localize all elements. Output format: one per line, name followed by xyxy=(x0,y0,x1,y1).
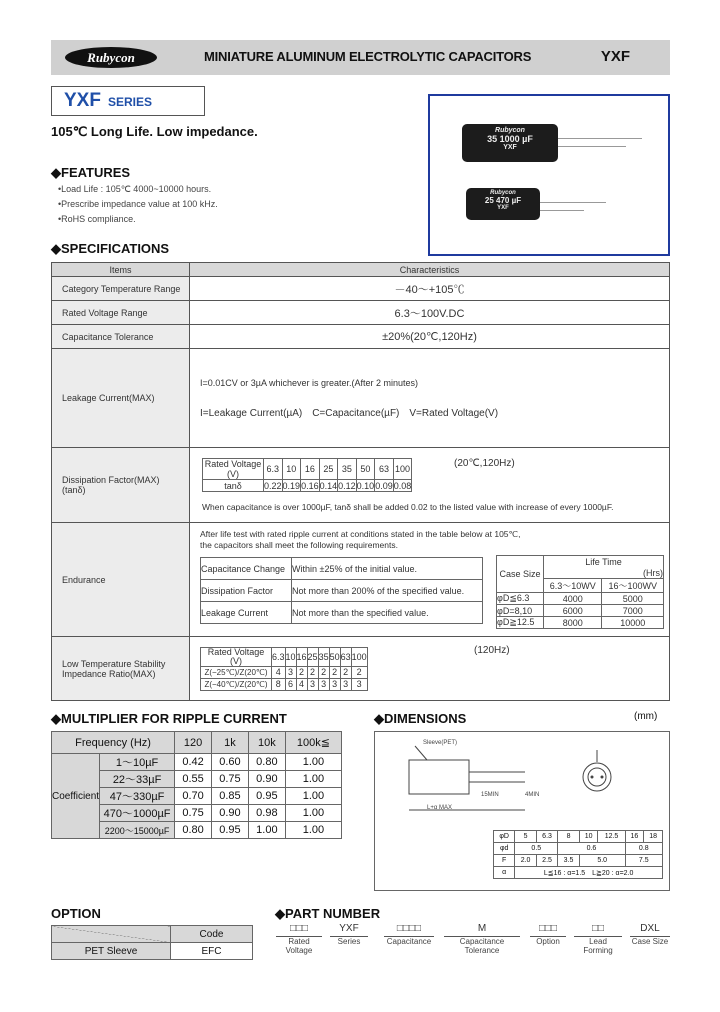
life-hours: 6000 xyxy=(544,605,602,617)
tand-cell: 0.14 xyxy=(319,480,338,491)
dim-cell: 8 xyxy=(558,831,579,843)
dim-cell: 6.3 xyxy=(536,831,557,843)
low-temp-cell xyxy=(190,637,670,701)
leakage-cell xyxy=(190,349,670,448)
ratio-cell: 2 xyxy=(318,666,329,678)
req-value: Not more than the specified value. xyxy=(292,602,483,624)
option-code: EFC xyxy=(171,943,253,960)
req-value: Within ±25% of the initial value. xyxy=(292,558,483,580)
header-series-code: YXF xyxy=(600,48,630,65)
option-code-head: Code xyxy=(171,926,253,943)
features-title: ◆FEATURES xyxy=(51,165,131,180)
part-number-title: ◆PART NUMBER xyxy=(275,906,381,921)
capacitance-range: 1～10µF xyxy=(100,754,175,771)
header-bar xyxy=(51,40,670,75)
capacitor-brand: Rubycon xyxy=(495,127,525,134)
frequency-cell: 100k≦ xyxy=(285,732,341,754)
row-label-line: Impedance Ratio(MAX) xyxy=(62,668,156,679)
dim-cell: L≦16 : α=1.5 L≧20 : α=2.0 xyxy=(515,867,663,879)
dim-cell: α xyxy=(494,867,515,879)
pn-label: Series xyxy=(330,936,368,946)
voltage-cell: 16 xyxy=(296,647,307,666)
case-size-head: Case Size xyxy=(497,556,544,593)
impedance-ratio-label: Z(−25℃)/Z(20℃) xyxy=(201,666,272,678)
req-item: Dissipation Factor xyxy=(201,580,292,602)
dim-cell: 7.5 xyxy=(625,855,662,867)
frequency-cell: 1k xyxy=(212,732,249,754)
row-value: －40～+105℃ xyxy=(190,277,670,301)
frequency-cell: 10k xyxy=(248,732,285,754)
pn-field: □□□ xyxy=(289,923,309,934)
dim-cell: 0.6 xyxy=(558,843,625,855)
option-title: OPTION xyxy=(51,906,101,921)
leakage-legend: I=Leakage Current(µA) C=Capacitance(µF) V=Rated Voltage(V) xyxy=(200,407,499,419)
coef-cell: 0.75 xyxy=(212,771,249,788)
life-hours: 5000 xyxy=(602,593,664,605)
series-name: YXF xyxy=(64,90,101,111)
capacitor-marking: 35 1000 µF xyxy=(487,134,533,144)
option-diagonal-cell xyxy=(52,926,171,943)
dissipation-head: tanδ xyxy=(203,480,264,492)
low-temp-head-line: (V) xyxy=(230,655,242,666)
capacitor-large-image xyxy=(462,124,558,162)
voltage-cell: 63 xyxy=(340,647,351,666)
pn-field: □□ xyxy=(591,923,605,934)
row-label: Capacitance Tolerance xyxy=(52,325,190,349)
tagline: 105℃ Long Life. Low impedance. xyxy=(51,124,258,139)
coef-cell: 0.85 xyxy=(212,788,249,805)
life-hours: 8000 xyxy=(544,617,602,629)
ratio-cell: 2 xyxy=(307,666,318,678)
coef-cell: 1.00 xyxy=(285,822,341,839)
ratio-cell: 6 xyxy=(285,678,296,690)
endurance-intro: the capacitors shall meet the following requirements. xyxy=(200,540,398,550)
endurance-intro: After life test with rated ripple current at conditions stated in the table below at 105℃, xyxy=(200,529,521,539)
voltage-cell: 6.3 xyxy=(272,647,286,666)
dissipation-cell xyxy=(190,448,670,523)
voltage-cell: 25 xyxy=(307,647,318,666)
voltage-cell: 6.3 xyxy=(264,459,283,480)
capacitor-brand: Rubycon xyxy=(490,190,516,196)
ratio-cell: 2 xyxy=(329,666,340,678)
pn-field: DXL xyxy=(640,923,660,934)
pn-label: Capacitance Tolerance xyxy=(444,936,520,955)
ratio-cell: 3 xyxy=(351,678,367,690)
endurance-requirements xyxy=(200,557,483,624)
pn-field: YXF xyxy=(339,923,359,934)
leakage-formula: I=0.01CV or 3µA whichever is greater.(After 2 minutes) xyxy=(200,377,419,388)
req-value: Not more than 200% of the specified value. xyxy=(292,580,483,602)
coef-cell: 1.00 xyxy=(285,754,341,771)
row-label-line: Dissipation Factor(MAX) xyxy=(62,475,160,485)
col-characteristics: Characteristics xyxy=(190,263,670,277)
capacitor-small-image xyxy=(466,188,540,220)
feature-item: •Prescribe impedance value at 100 kHz. xyxy=(58,199,218,209)
life-hours: 7000 xyxy=(602,605,664,617)
product-photo-frame xyxy=(428,94,670,256)
req-item: Capacitance Change xyxy=(201,558,292,580)
ripple-title: ◆MULTIPLIER FOR RIPPLE CURRENT xyxy=(51,711,287,726)
dim-cell: 5 xyxy=(515,831,536,843)
capacitance-range: 2200～15000µF xyxy=(100,822,175,839)
dissipation-table xyxy=(202,458,412,492)
frequency-cell: 120 xyxy=(175,732,212,754)
capacitance-range: 47～330µF xyxy=(100,788,175,805)
life-hours: 10000 xyxy=(602,617,664,629)
voltage-cell: 10 xyxy=(282,459,301,480)
coef-cell: 0.42 xyxy=(175,754,212,771)
coef-cell: 0.80 xyxy=(248,754,285,771)
dimensions-title: ◆DIMENSIONS xyxy=(374,711,467,726)
life-time-unit: (Hrs) xyxy=(544,567,664,579)
dim-cell: 12.5 xyxy=(598,831,625,843)
coef-cell: 1.00 xyxy=(285,771,341,788)
capacitance-range: 22～33µF xyxy=(100,771,175,788)
dim-cell: F xyxy=(494,855,515,867)
ratio-cell: 8 xyxy=(272,678,286,690)
coef-cell: 0.98 xyxy=(248,805,285,822)
coef-cell: 0.95 xyxy=(212,822,249,839)
row-label: Endurance xyxy=(52,523,190,637)
dimensions-unit: (mm) xyxy=(634,711,658,722)
row-value: 6.3～100V.DC xyxy=(190,301,670,325)
pn-label: Option xyxy=(530,936,566,946)
lead-wire xyxy=(538,202,606,203)
end-view-circle xyxy=(583,763,611,791)
coef-cell: 1.00 xyxy=(248,822,285,839)
row-label xyxy=(52,448,190,523)
low-temp-table xyxy=(200,647,368,691)
ratio-cell: 2 xyxy=(351,666,367,678)
dim-cell: φd xyxy=(494,843,515,855)
series-word: SERIES xyxy=(108,95,153,109)
voltage-cell: 35 xyxy=(338,459,357,480)
dim-cell: φD xyxy=(494,831,515,843)
coef-cell: 0.55 xyxy=(175,771,212,788)
ripple-table xyxy=(51,731,342,839)
lead-hole xyxy=(591,776,594,779)
coef-cell: 0.95 xyxy=(248,788,285,805)
tand-cell: 0.10 xyxy=(356,480,375,491)
tand-cell: 0.19 xyxy=(282,480,301,491)
coef-cell: 1.00 xyxy=(285,805,341,822)
dim-cell: 18 xyxy=(644,831,663,843)
case-size: φD≦6.3 xyxy=(497,593,544,605)
dissipation-note: When capacitance is over 1000µF, tanδ shall be added 0.02 to the listed value with increase of every 1000µF. xyxy=(202,502,614,512)
dim-cell: 0.5 xyxy=(515,843,558,855)
low-temp-head-line: Rated Voltage xyxy=(207,646,265,657)
dim-cell: 16 xyxy=(625,831,644,843)
case-size: φD=8,10 xyxy=(497,605,544,617)
ratio-cell: 4 xyxy=(272,666,286,678)
dim-cell: 2.0 xyxy=(515,855,536,867)
dissipation-condition: (20℃,120Hz) xyxy=(454,458,515,469)
dissipation-head: Rated Voltage (V) xyxy=(203,459,264,480)
dim-cell: 10 xyxy=(579,831,598,843)
voltage-cell: 10 xyxy=(285,647,296,666)
coef-cell: 1.00 xyxy=(285,788,341,805)
req-item: Leakage Current xyxy=(201,602,292,624)
capacitor-series: YXF xyxy=(503,144,517,151)
dim-cell: 0.8 xyxy=(625,843,662,855)
lead-wire xyxy=(538,210,584,211)
low-temp-condition: (120Hz) xyxy=(474,645,510,656)
capacitor-marking: 25 470 µF xyxy=(484,196,522,205)
sleeve-label: Sleeve(PET) xyxy=(423,740,458,746)
tand-cell: 0.09 xyxy=(375,480,393,491)
capacitor-body-outline xyxy=(409,760,469,794)
coefficient-label: Coefficient xyxy=(52,754,100,839)
leader-line xyxy=(415,746,427,760)
endurance-cell xyxy=(190,523,670,637)
ratio-cell: 3 xyxy=(285,666,296,678)
low-temp-head xyxy=(201,647,272,666)
pn-field: □□□ xyxy=(538,923,558,934)
pn-field: M xyxy=(477,923,487,934)
lead-length-label: 4MIN xyxy=(525,792,540,798)
row-label: Leakage Current(MAX) xyxy=(52,349,190,448)
capacitor-series: YXF xyxy=(497,205,509,211)
life-time-head: Life Time xyxy=(544,556,664,568)
dim-cell: 2.5 xyxy=(536,855,557,867)
voltage-cell: 16 xyxy=(301,459,320,480)
lead-wire xyxy=(556,146,626,147)
impedance-ratio-label: Z(−40℃)/Z(20℃) xyxy=(201,678,272,690)
specifications-title: ◆SPECIFICATIONS xyxy=(51,241,170,256)
document-title: MINIATURE ALUMINUM ELECTROLYTIC CAPACITORS xyxy=(204,49,532,64)
series-box xyxy=(51,86,205,116)
option-item: PET Sleeve xyxy=(52,943,171,960)
feature-item: •RoHS compliance. xyxy=(58,214,136,224)
wv-head: 16～100WV xyxy=(602,579,664,593)
lead-hole xyxy=(601,776,604,779)
ratio-cell: 2 xyxy=(340,666,351,678)
pn-label: Lead Forming xyxy=(574,936,622,955)
ratio-cell: 3 xyxy=(318,678,329,690)
coef-cell: 0.75 xyxy=(175,805,212,822)
option-table xyxy=(51,925,253,960)
coef-cell: 0.60 xyxy=(212,754,249,771)
specifications-table xyxy=(51,262,670,701)
dim-cell: 3.5 xyxy=(558,855,579,867)
ratio-cell: 4 xyxy=(296,678,307,690)
dimensions-drawing xyxy=(374,731,670,891)
tand-cell: 0.22 xyxy=(264,480,282,491)
coef-cell: 0.70 xyxy=(175,788,212,805)
capacitance-range: 470～1000µF xyxy=(100,805,175,822)
row-label-line: Low Temperature Stability xyxy=(62,658,166,669)
ratio-cell: 3 xyxy=(329,678,340,690)
dimension-table xyxy=(493,830,663,879)
voltage-cell: 50 xyxy=(329,647,340,666)
row-label: Category Temperature Range xyxy=(52,277,190,301)
tand-cell: 0.08 xyxy=(393,480,412,491)
tand-cell: 0.12 xyxy=(338,480,356,491)
pn-field: □□□□ xyxy=(396,923,422,934)
row-label: Rated Voltage Range xyxy=(52,301,190,325)
pn-label: Case Size xyxy=(631,937,669,946)
voltage-cell: 100 xyxy=(351,647,367,666)
voltage-cell: 25 xyxy=(319,459,338,480)
voltage-cell: 35 xyxy=(318,647,329,666)
voltage-cell: 100 xyxy=(393,459,412,480)
voltage-cell: 50 xyxy=(356,459,375,480)
ratio-cell: 2 xyxy=(296,666,307,678)
case-size: φD≧12.5 xyxy=(497,617,544,629)
col-items: Items xyxy=(52,263,190,277)
coef-cell: 0.90 xyxy=(248,771,285,788)
row-value: ±20%(20℃,120Hz) xyxy=(190,325,670,349)
rubycon-logo: Rubycon xyxy=(65,47,157,68)
frequency-head: Frequency (Hz) xyxy=(52,732,175,754)
ratio-cell: 3 xyxy=(340,678,351,690)
lead-length-label: 15MIN xyxy=(481,792,499,798)
ratio-cell: 3 xyxy=(307,678,318,690)
coef-cell: 0.90 xyxy=(212,805,249,822)
life-time-table xyxy=(496,555,664,629)
pn-label: Capacitance xyxy=(384,936,434,946)
tand-cell: 0.16 xyxy=(301,480,319,491)
wv-head: 6.3～10WV xyxy=(544,579,602,593)
row-label-line: (tanδ) xyxy=(62,485,86,495)
coef-cell: 0.80 xyxy=(175,822,212,839)
feature-item: •Load Life : 105℃ 4000~10000 hours. xyxy=(58,184,212,194)
voltage-cell: 63 xyxy=(375,459,394,480)
row-label xyxy=(52,637,190,701)
lead-wire xyxy=(556,138,642,139)
pn-label: Rated Voltage xyxy=(276,936,322,955)
length-label: L+α MAX xyxy=(427,805,452,811)
dim-cell: 5.0 xyxy=(579,855,625,867)
life-hours: 4000 xyxy=(544,593,602,605)
